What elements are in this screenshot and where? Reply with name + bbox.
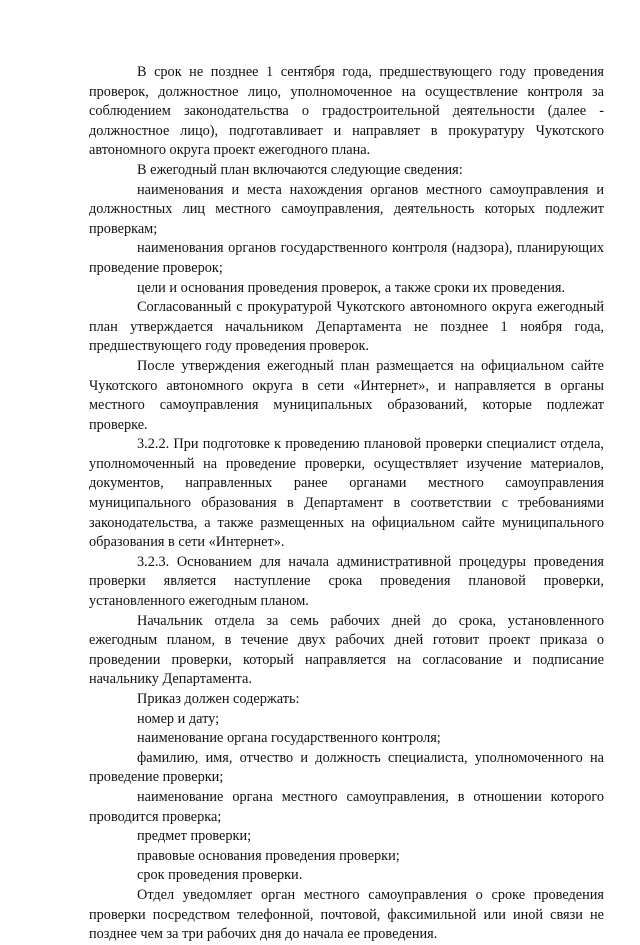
paragraph-publication: После утверждения ежегодный план размещается на официальном сайте Чукотского автономного округа в сети «Интернет», и направляется в органы местного самоуправления муниципальных образований, которые подлежат проверке. xyxy=(89,357,604,433)
list-item: наименования и места нахождения органов местного самоуправления и должностных лиц местного самоуправления, деятельность которых подлежит проверкам; xyxy=(89,181,604,237)
paragraph-order-contents: Приказ должен содержать: xyxy=(137,691,300,707)
paragraph-order-draft: Начальник отдела за семь рабочих дней до срока, установленного ежегодным планом, в течение двух рабочих дней готовит проект приказа о проведении проверки, который направляется на согласование и подписание начальнику Департамента. xyxy=(89,612,604,688)
paragraph-approval: Согласованный с прокуратурой Чукотского автономного округа ежегодный план утверждается начальником Департамента не позднее 1 ноября года, предшествующего году проведения проверок. xyxy=(89,299,604,355)
list-item: наименование органа местного самоуправления, в отношении которого проводится проверка; xyxy=(89,788,604,825)
document-page xyxy=(89,63,604,945)
list-item: срок проведения проверки. xyxy=(137,867,303,884)
list-item: правовые основания проведения проверки; xyxy=(137,847,400,864)
paragraph-notification: Отдел уведомляет орган местного самоуправления о сроке проведения проверки посредством телефонной, почтовой, факсимильной или иной связи не позднее чем за три рабочих дня до начала ее проведения. xyxy=(89,886,604,943)
paragraph-3-2-2: 3.2.2. При подготовке к проведению плановой проверки специалист отдела, уполномоченный на проведение проверки, осуществляет изучение материалов, документов, направленных ранее органами местного самоуправления муниципального образования в Департамент в соответствии с требованиями законодательства, а также размещенных на официальном сайте муниципального образования в сети «Интернет». xyxy=(89,436,604,551)
list-item: наименования органов государственного контроля (надзора), планирующих проведение проверок; xyxy=(89,240,604,276)
list-item: наименование органа государственного контроля; xyxy=(137,730,441,747)
list-item: фамилию, имя, отчество и должность специалиста, уполномоченного на проведение проверки; xyxy=(89,749,604,786)
paragraph-plan-contents: В ежегодный план включаются следующие сведения: xyxy=(137,161,463,178)
list-item: номер и дату; xyxy=(137,710,220,727)
list-item: цели и основания проведения проверок, а также сроки их проведения. xyxy=(137,279,566,296)
paragraph-deadline: В срок не позднее 1 сентября года, предшествующего году проведения проверок, должностное лицо, уполномоченное на осуществление контроля за соблюдением законодательства о градостроительной деятельности (далее - должностное лицо), подготавливает и направляет в прокуратуру Чукотского автономного округа проект ежегодного плана. xyxy=(89,64,604,159)
paragraph-3-2-3: 3.2.3. Основанием для начала административной процедуры проведения проверки является наступление срока проведения плановой проверки, установленного ежегодным планом. xyxy=(89,553,604,610)
list-item: предмет проверки; xyxy=(137,828,252,845)
